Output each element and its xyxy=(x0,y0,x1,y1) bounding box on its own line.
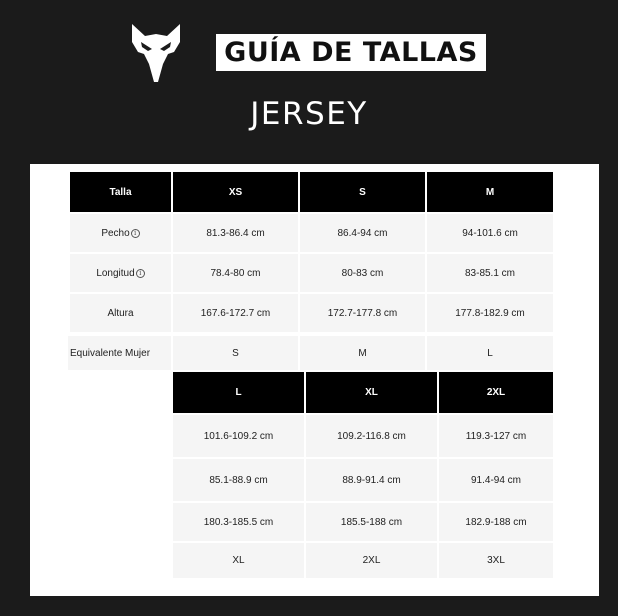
column-header-xs: XS xyxy=(173,172,298,212)
size-chart-card xyxy=(30,164,599,596)
table-cell: 85.1-88.9 cm xyxy=(173,459,304,501)
product-subtitle: JERSEY xyxy=(250,96,368,132)
page-title xyxy=(216,34,486,71)
page-title-text: GUÍA DE TALLAS xyxy=(224,37,478,68)
table-cell: 101.6-109.2 cm xyxy=(173,415,304,457)
table-cell: 185.5-188 cm xyxy=(306,503,437,541)
table-cell: XL xyxy=(173,543,304,578)
row-label-height: Altura xyxy=(70,294,171,332)
row-label-length-text: Longitud xyxy=(96,267,135,279)
table-cell: 119.3-127 cm xyxy=(439,415,553,457)
table-cell: 172.7-177.8 cm xyxy=(300,294,425,332)
table-cell: 167.6-172.7 cm xyxy=(173,294,298,332)
info-icon[interactable]: i xyxy=(131,229,140,238)
table-cell: L xyxy=(427,336,553,370)
row-label-length xyxy=(70,254,171,292)
table-cell: 91.4-94 cm xyxy=(439,459,553,501)
column-header-m: M xyxy=(427,172,553,212)
table-cell: S xyxy=(173,336,298,370)
table-cell: 94-101.6 cm xyxy=(427,214,553,252)
table-cell: 78.4-80 cm xyxy=(173,254,298,292)
table-cell: 177.8-182.9 cm xyxy=(427,294,553,332)
column-header-l: L xyxy=(173,372,304,413)
column-header-xl: XL xyxy=(306,372,437,413)
table-cell: 3XL xyxy=(439,543,553,578)
info-icon[interactable]: i xyxy=(136,269,145,278)
table-cell: M xyxy=(300,336,425,370)
corner-header-cell: Talla xyxy=(70,172,171,212)
table-cell: 2XL xyxy=(306,543,437,578)
table-cell: 109.2-116.8 cm xyxy=(306,415,437,457)
row-label-chest xyxy=(70,214,171,252)
column-header-s: S xyxy=(300,172,425,212)
table-cell: 88.9-91.4 cm xyxy=(306,459,437,501)
table-cell: 86.4-94 cm xyxy=(300,214,425,252)
table-cell: 81.3-86.4 cm xyxy=(173,214,298,252)
row-label-women-equivalent: Equivalente Mujer xyxy=(68,336,171,370)
table-cell: 80-83 cm xyxy=(300,254,425,292)
table-cell: 182.9-188 cm xyxy=(439,503,553,541)
table-cell: 83-85.1 cm xyxy=(427,254,553,292)
table-cell: 180.3-185.5 cm xyxy=(173,503,304,541)
column-header-2xl: 2XL xyxy=(439,372,553,413)
fox-head-icon xyxy=(128,22,184,84)
row-label-chest-text: Pecho xyxy=(101,227,130,239)
